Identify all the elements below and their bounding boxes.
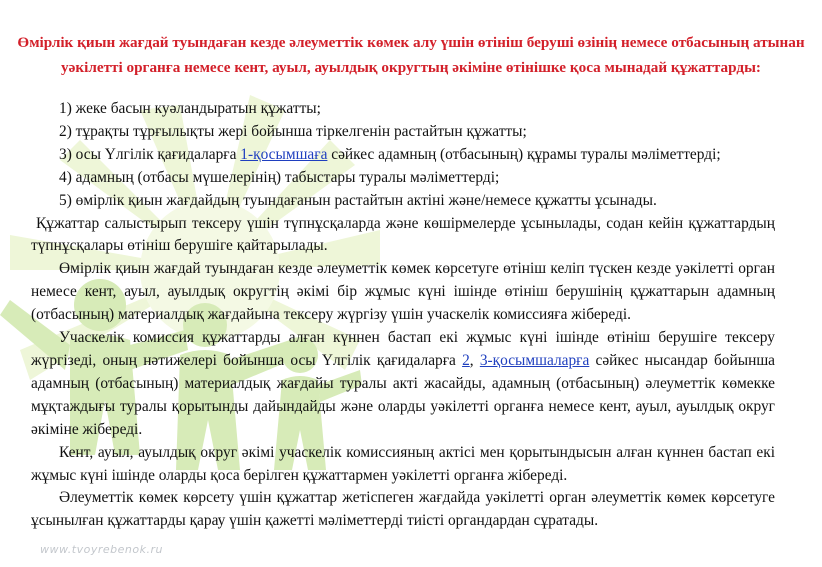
paragraph-inspection-text-after: сәйкес нысандар бойынша адамның (отбасының) материалдық жағдайы туралы акті жасайды, адамның (отбасының) әлеуметтік көмекке мұқтаждығы туралы қорытынды дайындайды және оларды уәкілетті органға немесе кент, ауыл, ауылдық округ әкіміне жібереді. [31, 351, 776, 438]
paragraph-commission-referral: Өмірлік қиын жағдай туындаған кезде әлеуметтік көмек көрсетуге өтініш келіп түскен кезде уәкілетті орган немесе кент, ауыл, ауылдық округтің әкімі бір жұмыс күні ішінде өтініш берушінің құжаттарын адамның (отбасының) материалдық жағдайына тексеру жүргізу үшін учаскелік комиссияға жібереді. [31, 260, 775, 324]
list-item-3 [31, 144, 775, 167]
list-item-3-text-after: сәйкес адамның (отбасының) құрамы туралы мәліметтерді; [327, 145, 721, 163]
list-item-1: 1) жеке басын куәландыратын құжатты; [59, 100, 321, 117]
paragraph-originals-returned: Құжаттар салыстырып тексеру үшін түпнұсқаларда және көшірмелерде ұсынылады, содан кейін құжаттардың түпнұсқалары өтініш берушіге қайтарылады. [31, 214, 775, 255]
watermark: www.tvoyrebenok.ru [40, 543, 163, 556]
appendix-2-link[interactable]: 2 [462, 351, 470, 369]
paragraph-missing-documents: Әлеуметтік көмек көрсету үшін құжаттар жетіспеген жағдайда уәкілетті орган әлеуметтік көмек көрсетуге ұсынылған құжаттарды қарау үшін қажетті мәліметтерді тиісті органдардан сұратады. [31, 489, 775, 530]
appendix-3-link[interactable]: 3-қосымшаларға [479, 351, 590, 369]
paragraph-akim-forwarding: Кент, ауыл, ауылдық округ әкімі учаскелік комиссияның актісі мен қорытындысын алған күннен бастап екі жұмыс күні ішінде оларды қоса берілген құжаттармен уәкілетті органға жібереді. [31, 443, 775, 484]
paragraph-inspection-text-before: Учаскелік комиссия құжаттарды алған күннен бастап екі жұмыс күні ішінде өтініш берушіге тексеру жүргізеді, оның нәтижелері бойынша осы Үлгілік қағидаларға [31, 329, 775, 369]
list-item-5: 5) өмірлік қиын жағдайдың туындағанын растайтын актіні және/немесе құжатты ұсынады. [59, 191, 657, 209]
list-item-2: 2) тұрақты тұрғылықты жері бойынша тіркелгенін растайтын құжатты; [59, 122, 527, 140]
document-title: Өмірлік қиын жағдай туындаған кезде әлеуметтік көмек алу үшін өтініш беруші өзінің немесе отбасының атынан уәкілетті органға немесе кент, ауыл, ауылдық округтың әкіміне өтінішке қоса мынадай құжаттарды: [17, 34, 805, 76]
document-body [31, 98, 775, 533]
paragraph-commission-inspection [31, 327, 775, 442]
appendix-1-link[interactable]: 1-қосымшаға [240, 145, 328, 163]
list-item-3-text-before: 3) осы Үлгілік қағидаларға [59, 145, 241, 163]
list-item-4: 4) адамның (отбасы мүшелерінің) табыстары туралы мәліметтерді; [59, 168, 500, 186]
paragraph-inspection-separator: , [469, 351, 480, 369]
